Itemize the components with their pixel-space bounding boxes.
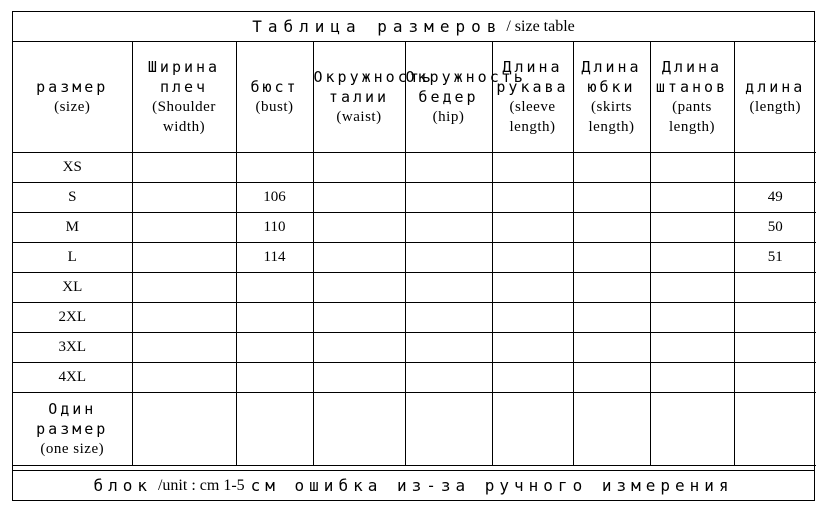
table-cell: [573, 213, 650, 243]
table-cell: [405, 303, 492, 333]
table-cell: [734, 363, 816, 393]
table-cell: [405, 363, 492, 393]
table-cell: [573, 273, 650, 303]
table-title: [13, 12, 814, 42]
table-cell: [492, 333, 573, 363]
size-label: S: [13, 183, 132, 213]
size-table: [13, 41, 816, 466]
table-cell: [650, 303, 734, 333]
table-cell: [313, 393, 405, 466]
size-table-frame: [12, 11, 815, 501]
table-row: [13, 183, 816, 213]
table-cell: [132, 303, 236, 333]
table-cell: [236, 303, 313, 333]
measurement-note: [13, 470, 814, 500]
table-cell: [734, 393, 816, 466]
table-cell: [405, 393, 492, 466]
note-unit-ru: блок: [93, 476, 152, 495]
table-cell: [313, 243, 405, 273]
table-cell: [492, 273, 573, 303]
table-cell: [236, 273, 313, 303]
table-cell: [132, 153, 236, 183]
table-cell: [405, 153, 492, 183]
size-label: 3XL: [13, 333, 132, 363]
table-cell: [132, 183, 236, 213]
table-cell: [313, 303, 405, 333]
col-header-bust: бюст (bust): [236, 42, 313, 153]
table-cell: [573, 183, 650, 213]
size-label: XL: [13, 273, 132, 303]
table-cell: [650, 213, 734, 243]
table-cell: [650, 333, 734, 363]
table-cell: [650, 363, 734, 393]
table-cell: [492, 153, 573, 183]
table-cell: [132, 393, 236, 466]
size-label: M: [13, 213, 132, 243]
table-cell: [734, 303, 816, 333]
size-label: 4XL: [13, 363, 132, 393]
table-cell: [573, 363, 650, 393]
table-cell: [313, 213, 405, 243]
table-cell: [650, 393, 734, 466]
table-cell: [132, 363, 236, 393]
table-cell: [492, 303, 573, 333]
col-header-length: длина (length): [734, 42, 816, 153]
note-unit-en: /unit : cm 1-5: [157, 476, 245, 494]
table-cell: [573, 303, 650, 333]
note-error-ru: см ошибка из-за ручного измерения: [250, 476, 734, 495]
col-header-size: размер (size): [13, 42, 132, 153]
title-ru: Таблица размеров: [252, 17, 503, 36]
table-cell: [650, 153, 734, 183]
table-cell: [573, 333, 650, 363]
table-cell: [313, 273, 405, 303]
table-cell: [492, 363, 573, 393]
table-cell: [132, 243, 236, 273]
table-cell: [405, 243, 492, 273]
size-label-one-size: Один размер (one size): [13, 393, 132, 466]
table-row-one-size: [13, 393, 816, 466]
header-row: [13, 42, 816, 153]
table-cell: [650, 273, 734, 303]
table-row: [13, 273, 816, 303]
table-cell: [236, 153, 313, 183]
table-cell: [313, 153, 405, 183]
table-cell: [313, 333, 405, 363]
table-row: [13, 303, 816, 333]
table-cell: [313, 363, 405, 393]
table-row: [13, 153, 816, 183]
table-cell: [650, 243, 734, 273]
table-cell: 110: [236, 213, 313, 243]
table-cell: [734, 333, 816, 363]
table-cell: [405, 183, 492, 213]
table-cell: [405, 273, 492, 303]
table-cell: [132, 213, 236, 243]
size-label: XS: [13, 153, 132, 183]
table-row: [13, 333, 816, 363]
col-header-shoulder: Ширина плеч (Shoulder width): [132, 42, 236, 153]
col-header-hip: Окружность бедер (hip): [405, 42, 492, 153]
table-cell: 49: [734, 183, 816, 213]
table-cell: [236, 393, 313, 466]
table-cell: 51: [734, 243, 816, 273]
table-cell: [236, 363, 313, 393]
table-cell: [734, 273, 816, 303]
table-cell: [492, 243, 573, 273]
col-header-skirt: Длина юбки (skirts length): [573, 42, 650, 153]
table-cell: [734, 153, 816, 183]
col-header-sleeve: Длина рукава (sleeve length): [492, 42, 573, 153]
table-cell: [492, 393, 573, 466]
table-cell: [405, 333, 492, 363]
table-row: [13, 243, 816, 273]
table-cell: [132, 333, 236, 363]
table-cell: [313, 183, 405, 213]
table-cell: 106: [236, 183, 313, 213]
table-cell: 114: [236, 243, 313, 273]
table-cell: 50: [734, 213, 816, 243]
table-cell: [492, 183, 573, 213]
size-label: L: [13, 243, 132, 273]
table-row: [13, 363, 816, 393]
table-cell: [236, 333, 313, 363]
size-label: 2XL: [13, 303, 132, 333]
table-cell: [573, 153, 650, 183]
table-cell: [492, 213, 573, 243]
table-cell: [405, 213, 492, 243]
title-en: / size table: [506, 17, 575, 35]
col-header-pants: Длина штанов (pants length): [650, 42, 734, 153]
table-cell: [573, 393, 650, 466]
table-row: [13, 213, 816, 243]
col-header-waist: Окружность талии (waist): [313, 42, 405, 153]
table-cell: [650, 183, 734, 213]
table-cell: [132, 273, 236, 303]
table-cell: [573, 243, 650, 273]
